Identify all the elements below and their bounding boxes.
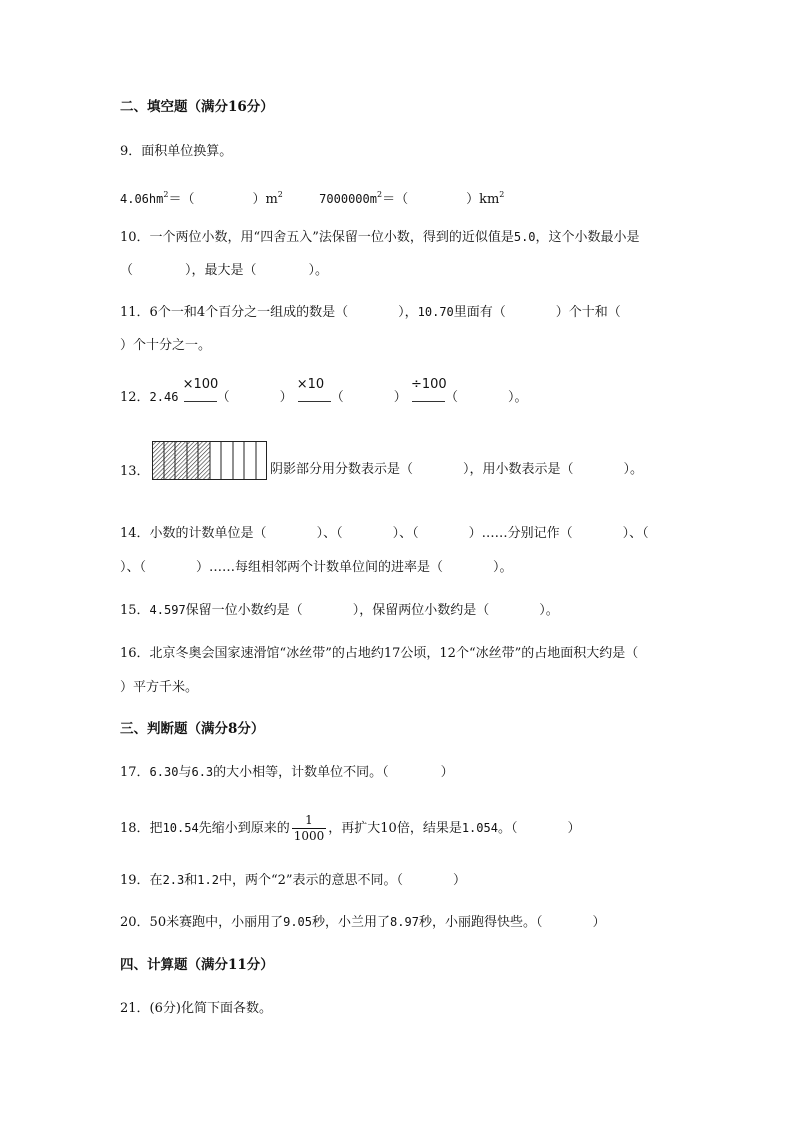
question-10-line2: （ ），最大是（ ）。 <box>120 263 329 278</box>
question-18: 18．把10.54先缩小到原来的 $\frac{1}{1000}$ ，再扩大10倍，结果是1.054。（ ） <box>120 813 581 843</box>
question-19: 19．在2.3和1.2中，两个“2”表示的意思不同。（ ） <box>120 873 467 888</box>
question-20: 20．50米赛跑中，小丽用了9.05秒，小兰用了8.97秒，小丽跑得快些。（ ） <box>120 915 606 930</box>
section-2-heading: 二、填空题（满分16分） <box>120 99 274 115</box>
question-15: 15．4.597保留一位小数约是（ ），保留两位小数约是（ ）。 <box>120 603 559 618</box>
divide-100-arrow: ÷100 <box>411 389 445 407</box>
question-10: 10．一个两位小数，用“四舍五入”法保留一位小数，得到的近似值是5.0，这个小数最小是 <box>120 230 640 245</box>
times-100-arrow: ×100 <box>183 389 217 407</box>
shaded-grid-figure <box>152 441 267 480</box>
question-17: 17．6.30与6.3的大小相等，计数单位不同。（ ） <box>120 765 454 780</box>
section-4-heading: 四、计算题（满分11分） <box>120 957 274 973</box>
question-9: 9．面积单位换算。 <box>120 144 233 159</box>
fraction-one-thousandth: $\frac{1}{1000}$ <box>293 813 325 843</box>
question-12: 12．2.46 ×100 （ ） ×10 （ ） ÷100 （ ）。 <box>120 376 528 405</box>
question-11-line2: ）个十分之一。 <box>120 338 212 353</box>
question-9-conversions: $4.06hm^2=$（ ）$m^2$ $7000000m^2=$（ ）$km^2$ <box>120 190 505 207</box>
question-14: 14．小数的计数单位是（ ）、（ ）、（ ）……分别记作（ ）、（ <box>120 526 649 541</box>
question-21: 21．(6分)化简下面各数。 <box>120 1001 272 1016</box>
question-13: 阴影部分用分数表示是（ ），用小数表示是（ ）。 <box>270 462 644 477</box>
section-3-heading: 三、判断题（满分8分） <box>120 721 265 737</box>
question-16-line2: ）平方千米。 <box>120 680 199 695</box>
question-16: 16．北京冬奥会国家速滑馆“冰丝带”的占地约17公顷，12个“冰丝带”的占地面积大约是（ <box>120 646 639 661</box>
question-11: 11．6个一和4个百分之一组成的数是（ ），10.70里面有（ ）个十和（ <box>120 305 621 320</box>
times-10-arrow: ×10 <box>297 389 331 407</box>
question-14-line2: ）、（ ）……每组相邻两个计数单位间的进率是（ ）。 <box>120 560 513 575</box>
question-13-number: 13． <box>120 464 150 479</box>
